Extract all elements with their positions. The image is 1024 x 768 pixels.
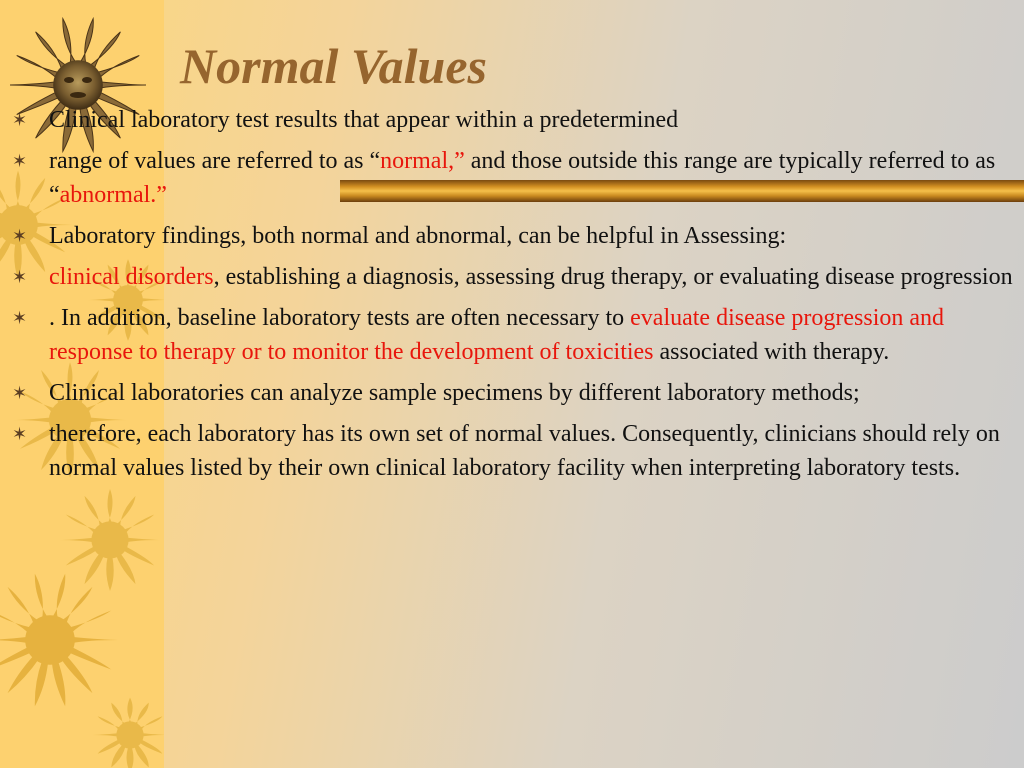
highlighted-text: abnormal.” <box>59 182 167 208</box>
highlighted-text: normal,” <box>380 148 465 174</box>
bullet-item <box>0 376 1024 410</box>
star-bullet-icon: ✶ <box>12 110 28 130</box>
bullet-text: associated with therapy. <box>653 339 890 365</box>
slide-title: Normal Values <box>180 38 488 94</box>
bullet-text: , establishing a diagnosis, assessing drug therapy, or evaluating disease progression <box>213 264 1013 290</box>
star-bullet-icon: ✶ <box>12 308 28 328</box>
bullet-item <box>0 260 1024 294</box>
bullet-text: and those outside this range are typically referred to as “ <box>49 148 996 208</box>
star-bullet-icon: ✶ <box>12 226 28 246</box>
bullet-item <box>0 219 1024 253</box>
sun-icon <box>0 574 118 707</box>
bullet-item <box>0 144 1024 212</box>
highlighted-text: clinical disorders <box>49 264 214 290</box>
bullet-item <box>0 103 1024 137</box>
sun-icon <box>59 489 161 591</box>
bullet-item <box>0 417 1024 485</box>
star-bullet-icon: ✶ <box>12 383 28 403</box>
bullet-text: . In addition, baseline laboratory tests are often necessary to <box>49 305 631 331</box>
sun-icon <box>93 698 164 768</box>
star-bullet-icon: ✶ <box>12 267 28 287</box>
bullet-text: Laboratory findings, both normal and abnormal, can be helpful in Assessing: <box>49 223 787 249</box>
star-bullet-icon: ✶ <box>12 151 28 171</box>
bullet-text: therefore, each laboratory has its own set of normal values. Consequently, clinicians should rely on normal values listed by their own clinical laboratory facility when interpreting laboratory tests. <box>49 421 1000 481</box>
highlighted-text: evaluate disease progression and response to therapy or to monitor the development of toxicities <box>49 305 945 365</box>
bullet-list <box>0 103 1024 492</box>
bullet-text: Clinical laboratories can analyze sample specimens by different laboratory methods; <box>49 380 860 406</box>
bullet-text: Clinical laboratory test results that appear within a predetermined <box>49 107 679 133</box>
bullet-text: range of values are referred to as “ <box>49 148 381 174</box>
star-bullet-icon: ✶ <box>12 424 28 444</box>
bullet-item <box>0 301 1024 369</box>
